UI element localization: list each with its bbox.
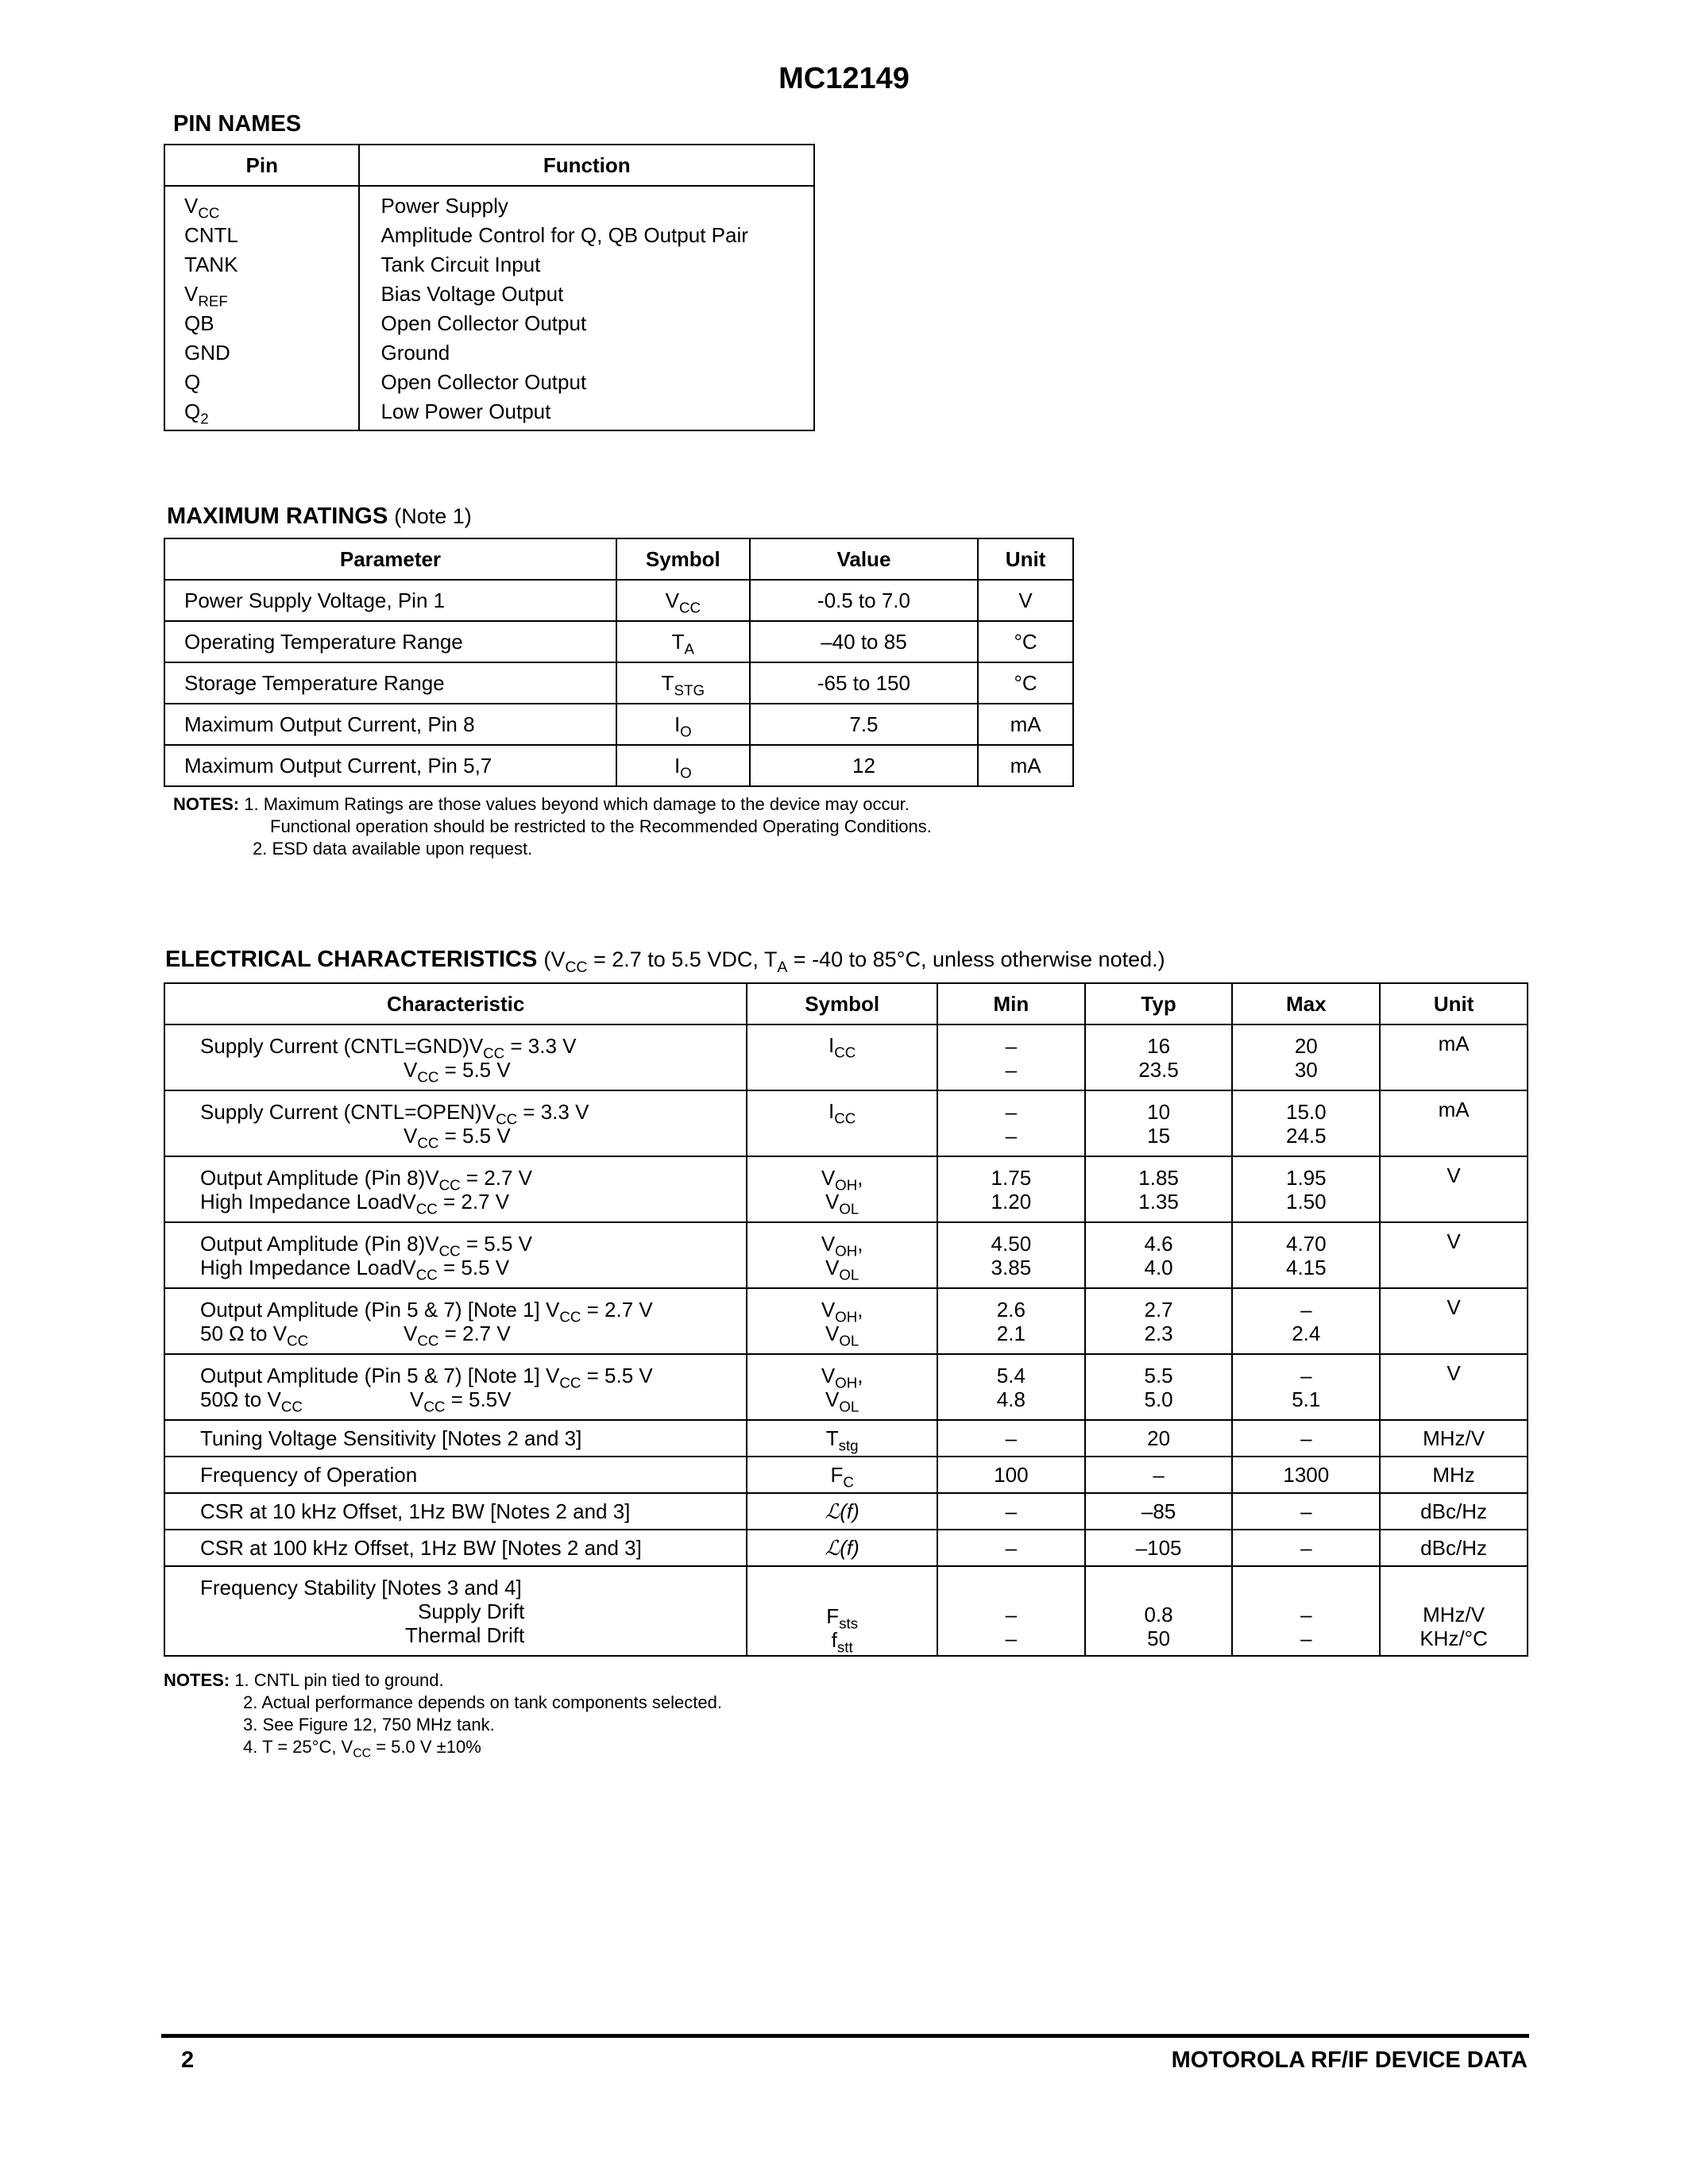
- min-column-header: Min: [937, 983, 1085, 1024]
- typ-cell: 20: [1085, 1420, 1233, 1457]
- typ-cell: 4.6 4.0: [1085, 1222, 1233, 1288]
- max-column-header: Max: [1232, 983, 1380, 1024]
- min-cell: – –: [937, 1090, 1085, 1156]
- max-cell: 15.0 24.5: [1232, 1090, 1380, 1156]
- function-cell: Tank Circuit Input: [380, 253, 541, 276]
- symbol-cell: $V_{OH}$, $V_{OL}$: [747, 1156, 937, 1222]
- symbol-column-header: Symbol: [747, 983, 937, 1024]
- symbol-cell: $I_{CC}$: [747, 1024, 937, 1090]
- max-ratings-table: [164, 538, 1074, 787]
- min-cell: –: [937, 1420, 1085, 1457]
- pin-cell: QB: [184, 311, 214, 335]
- characteristic-cell: Output Amplitude (Pin 5 & 7) [Note 1] $V_{CC} = 5.5$ V 50Ω to $V_{CC}$ $V_{CC} = 5.5V$: [164, 1354, 747, 1420]
- symbol-cell: ℒ(f): [747, 1530, 937, 1566]
- characteristic-cell: Output Amplitude (Pin $8)V_{CC} = 2.7$ V High Impedance LoadV$_{CC}$ = 2.7 V: [164, 1156, 747, 1222]
- page-number: 2: [181, 2047, 195, 2073]
- parameter-cell: Storage Temperature Range: [164, 662, 616, 704]
- table-row: [164, 1090, 1528, 1156]
- symbol-cell: $V_{OH}$, $V_{OL}$: [747, 1288, 937, 1354]
- unit-cell: V: [1380, 1354, 1528, 1420]
- max-ratings-heading: MAXIMUM RATINGS (Note 1): [167, 504, 472, 529]
- pin-column-header: Pin: [164, 145, 359, 186]
- unit-cell: MHz/V: [1380, 1420, 1528, 1457]
- unit-cell: mA: [978, 745, 1073, 786]
- symbol-cell: $V_{OH}$, $V_{OL}$: [747, 1354, 937, 1420]
- pin-cell: $Q_2$: [184, 399, 209, 427]
- function-cell: Ground: [380, 341, 450, 365]
- unit-cell: V: [1380, 1156, 1528, 1222]
- characteristic-cell: Tuning Voltage Sensitivity [Notes 2 and 3]: [164, 1420, 747, 1457]
- parameter-cell: Maximum Output Current, Pin 5,7: [164, 745, 616, 786]
- table-row: [164, 1024, 1528, 1090]
- table-row: [164, 1420, 1528, 1457]
- table-row: [164, 1493, 1528, 1530]
- symbol-cell: ℒ(f): [747, 1493, 937, 1530]
- unit-cell: mA: [1380, 1024, 1528, 1090]
- typ-cell: 2.7 2.3: [1085, 1288, 1233, 1354]
- typ-cell: 0.8 50: [1085, 1566, 1233, 1656]
- table-row: [164, 1156, 1528, 1222]
- pin-cell: $V_{REF}$: [184, 282, 228, 310]
- min-cell: – –: [937, 1024, 1085, 1090]
- max-cell: 20 30: [1232, 1024, 1380, 1090]
- table-row: [164, 621, 1073, 662]
- characteristic-cell: Frequency Stability [Notes 3 and 4] Supply Drift Thermal Drift: [164, 1566, 747, 1656]
- min-cell: 4.50 3.85: [937, 1222, 1085, 1288]
- max-ratings-notes: NOTES: 1. Maximum Ratings are those values beyond which damage to the device may occur. Functional operation should be restricted to the Recommended Operating Conditions. 2. ESD data available upon request.: [173, 794, 932, 859]
- value-cell: 7.5: [750, 704, 978, 745]
- value-cell: –40 to 85: [750, 621, 978, 662]
- function-cell: Open Collector Output: [380, 370, 587, 394]
- function-cell: Bias Voltage Output: [380, 282, 564, 306]
- min-cell: 100: [937, 1457, 1085, 1493]
- electrical-heading: ELECTRICAL CHARACTERISTICS ($V_{CC} = 2.7$ to 5.5 VDC, $T_A = -40$ to 85°C, unless otherwise noted.): [165, 947, 1165, 976]
- typ-cell: –85: [1085, 1493, 1233, 1530]
- max-cell: – 5.1: [1232, 1354, 1380, 1420]
- unit-column-header: Unit: [1380, 983, 1528, 1024]
- pin-names-heading: PIN NAMES: [173, 111, 302, 137]
- characteristic-cell: Supply Current $(CNTL=GND)V_{CC} = 3.3$ V $V_{CC} = 5.5$ V: [164, 1024, 747, 1090]
- max-cell: 4.70 4.15: [1232, 1222, 1380, 1288]
- pin-cell: $V_{CC}$: [184, 194, 220, 222]
- symbol-cell: $V_{OH}$, $V_{OL}$: [747, 1222, 937, 1288]
- max-cell: –: [1232, 1493, 1380, 1530]
- min-cell: –: [937, 1493, 1085, 1530]
- typ-cell: –: [1085, 1457, 1233, 1493]
- unit-cell: mA: [1380, 1090, 1528, 1156]
- characteristic-cell: CSR at 100 kHz Offset, 1Hz BW [Notes 2 and 3]: [164, 1530, 747, 1566]
- function-column-header: Function: [359, 145, 814, 186]
- unit-cell: °C: [978, 621, 1073, 662]
- table-row: [164, 1457, 1528, 1493]
- symbol-cell: $I_O$: [616, 745, 750, 786]
- symbol-column-header: Symbol: [616, 538, 750, 580]
- electrical-notes: NOTES: 1. CNTL pin tied to ground. 2. Actual performance depends on tank components selected. 3. See Figure 12, 750 MHz tank. 4. T = 25°C, $V_{CC} = 5.0$ V ±10%: [164, 1670, 722, 1761]
- table-row: [164, 662, 1073, 704]
- unit-column-header: Unit: [978, 538, 1073, 580]
- characteristic-cell: CSR at 10 kHz Offset, 1Hz BW [Notes 2 and 3]: [164, 1493, 747, 1530]
- function-list: [359, 186, 814, 430]
- value-cell: -65 to 150: [750, 662, 978, 704]
- max-cell: 1300: [1232, 1457, 1380, 1493]
- table-row: [164, 1530, 1528, 1566]
- min-cell: –: [937, 1530, 1085, 1566]
- electrical-table: [164, 982, 1528, 1657]
- parameter-cell: Maximum Output Current, Pin 8: [164, 704, 616, 745]
- parameter-column-header: Parameter: [164, 538, 616, 580]
- table-row: [164, 1566, 1528, 1656]
- table-row: [164, 745, 1073, 786]
- characteristic-cell: Supply Current $(CNTL=OPEN)V_{CC} = 3.3$ V $V_{CC} = 5.5$ V: [164, 1090, 747, 1156]
- typ-cell: 16 23.5: [1085, 1024, 1233, 1090]
- symbol-cell: $F_{sts}$ $f_{stt}$: [747, 1566, 937, 1656]
- parameter-cell: Operating Temperature Range: [164, 621, 616, 662]
- symbol-cell: $V_{CC}$: [616, 580, 750, 621]
- unit-cell: dBc/Hz: [1380, 1493, 1528, 1530]
- footer-publication: MOTOROLA RF/IF DEVICE DATA: [1171, 2047, 1528, 2073]
- table-row: [164, 704, 1073, 745]
- parameter-cell: Power Supply Voltage, Pin 1: [164, 580, 616, 621]
- table-row: [164, 1354, 1528, 1420]
- characteristic-cell: Output Amplitude (Pin 5 & 7) [Note 1] $V_{CC} = 2.7$ V 50 Ω to $V_{CC}$ $V_{CC} = 2.7$ V: [164, 1288, 747, 1354]
- function-cell: Power Supply: [380, 194, 508, 218]
- min-cell: 5.4 4.8: [937, 1354, 1085, 1420]
- max-cell: – 2.4: [1232, 1288, 1380, 1354]
- pin-list: [164, 186, 359, 430]
- max-cell: –: [1232, 1530, 1380, 1566]
- typ-column-header: Typ: [1085, 983, 1233, 1024]
- min-cell: 1.75 1.20: [937, 1156, 1085, 1222]
- unit-cell: mA: [978, 704, 1073, 745]
- typ-cell: 10 15: [1085, 1090, 1233, 1156]
- unit-cell: V: [1380, 1222, 1528, 1288]
- pin-cell: TANK: [184, 253, 238, 276]
- symbol-cell: $I_O$: [616, 704, 750, 745]
- typ-cell: –105: [1085, 1530, 1233, 1566]
- symbol-cell: $I_{CC}$: [747, 1090, 937, 1156]
- value-cell: 12: [750, 745, 978, 786]
- footer-rule: [161, 2034, 1529, 2038]
- value-column-header: Value: [750, 538, 978, 580]
- pin-names-table: [164, 144, 815, 431]
- max-cell: –: [1232, 1420, 1380, 1457]
- unit-cell: V: [1380, 1288, 1528, 1354]
- symbol-cell: $F_C$: [747, 1457, 937, 1493]
- function-cell: Open Collector Output: [380, 311, 587, 335]
- max-cell: – –: [1232, 1566, 1380, 1656]
- characteristic-cell: Frequency of Operation: [164, 1457, 747, 1493]
- value-cell: -0.5 to 7.0: [750, 580, 978, 621]
- pin-cell: CNTL: [184, 223, 238, 247]
- table-row: [164, 1288, 1528, 1354]
- symbol-cell: $T_A$: [616, 621, 750, 662]
- characteristic-cell: Output Amplitude (Pin $8)V_{CC} = 5.5$ V High Impedance LoadV$_{CC}$ = 5.5 V: [164, 1222, 747, 1288]
- min-cell: 2.6 2.1: [937, 1288, 1085, 1354]
- table-row: [164, 580, 1073, 621]
- symbol-cell: $T_{STG}$: [616, 662, 750, 704]
- unit-cell: dBc/Hz: [1380, 1530, 1528, 1566]
- document-title: MC12149: [778, 62, 910, 95]
- function-cell: Low Power Output: [380, 399, 551, 423]
- unit-cell: °C: [978, 662, 1073, 704]
- unit-cell: MHz: [1380, 1457, 1528, 1493]
- table-row: [164, 1222, 1528, 1288]
- unit-cell: MHz/V KHz/°C: [1380, 1566, 1528, 1656]
- function-cell: Amplitude Control for Q, QB Output Pair: [380, 223, 748, 247]
- unit-cell: V: [978, 580, 1073, 621]
- max-cell: 1.95 1.50: [1232, 1156, 1380, 1222]
- typ-cell: 1.85 1.35: [1085, 1156, 1233, 1222]
- pin-cell: GND: [184, 341, 230, 365]
- pin-cell: Q: [184, 370, 201, 394]
- min-cell: – –: [937, 1566, 1085, 1656]
- symbol-cell: $T_{stg}$: [747, 1420, 937, 1457]
- characteristic-column-header: Characteristic: [164, 983, 747, 1024]
- typ-cell: 5.5 5.0: [1085, 1354, 1233, 1420]
